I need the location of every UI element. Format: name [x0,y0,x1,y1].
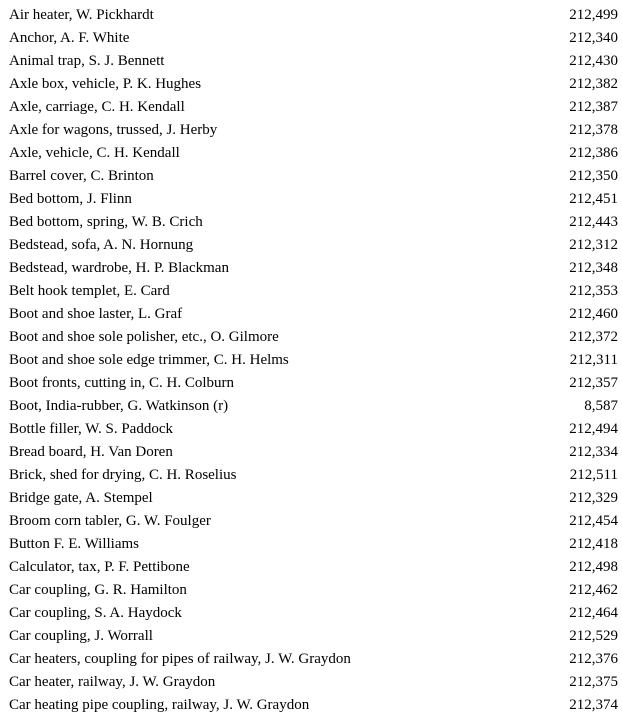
patent-number: 212,357 [569,375,618,391]
entry-name: Car heater, railway, J. W. Graydon [9,674,216,690]
patent-number: 212,372 [569,329,618,345]
entry-name: Axle box, vehicle, P. K. Hughes [9,76,202,92]
list-item [0,372,622,395]
entry-name: Boot and shoe sole edge trimmer, C. H. Helms [9,352,289,368]
patent-number: 212,334 [569,444,618,460]
patent-number: 212,451 [569,191,618,207]
list-item [0,27,622,50]
list-item [0,280,622,303]
entry-name: Boot and shoe sole polisher, etc., O. Gilmore [9,329,279,345]
patent-number: 212,348 [569,260,618,276]
entry-name: Car coupling, G. R. Hamilton [9,582,187,598]
list-item [0,533,622,556]
entry-name: Bridge gate, A. Stempel [9,490,153,506]
entry-name: Car coupling, J. Worrall [9,628,153,644]
patent-number: 212,312 [569,237,618,253]
entry-name: Anchor, A. F. White [9,30,130,46]
patent-number: 212,529 [569,628,618,644]
entry-name: Axle, vehicle, C. H. Kendall [9,145,180,161]
patent-number: 212,329 [569,490,618,506]
patent-number: 212,460 [569,306,618,322]
patent-number: 212,498 [569,559,618,575]
list-item [0,50,622,73]
entry-name: Boot, India-rubber, G. Watkinson (r) [9,398,229,414]
list-item [0,142,622,165]
list-item [0,96,622,119]
patent-number: 212,376 [569,651,618,667]
list-item [0,464,622,487]
patent-number: 212,353 [569,283,618,299]
patent-number: 212,386 [569,145,618,161]
entry-name: Bottle filler, W. S. Paddock [9,421,173,437]
list-item [0,395,622,418]
list-item [0,234,622,257]
entry-name: Bed bottom, J. Flinn [9,191,132,207]
list-item [0,694,622,717]
patent-number: 212,430 [569,53,618,69]
entry-name: Animal trap, S. J. Bennett [9,53,165,69]
patent-index-list [0,4,622,717]
patent-number: 212,494 [569,421,618,437]
patent-number: 212,374 [569,697,618,713]
patent-number: 8,587 [584,398,618,414]
patent-number: 212,387 [569,99,618,115]
list-item [0,4,622,27]
patent-number: 212,311 [569,352,618,368]
patent-number: 212,464 [569,605,618,621]
list-item [0,579,622,602]
patent-number: 212,378 [569,122,618,138]
entry-name: Brick, shed for drying, C. H. Roselius [9,467,237,483]
entry-name: Boot and shoe laster, L. Graf [9,306,183,322]
entry-name: Calculator, tax, P. F. Pettibone [9,559,190,575]
entry-name: Air heater, W. Pickhardt [9,7,154,23]
patent-number: 212,375 [569,674,618,690]
list-item [0,441,622,464]
list-item [0,73,622,96]
entry-name: Car heaters, coupling for pipes of railway, J. W. Graydon [9,651,351,667]
patent-number: 212,350 [569,168,618,184]
entry-name: Axle, carriage, C. H. Kendall [9,99,185,115]
list-item [0,165,622,188]
list-item [0,510,622,533]
entry-name: Barrel cover, C. Brinton [9,168,154,184]
list-item [0,211,622,234]
entry-name: Bed bottom, spring, W. B. Crich [9,214,203,230]
list-item [0,602,622,625]
patent-number: 212,382 [569,76,618,92]
entry-name: Bedstead, sofa, A. N. Hornung [9,237,194,253]
patent-number: 212,499 [569,7,618,23]
entry-name: Bread board, H. Van Doren [9,444,173,460]
entry-name: Car coupling, S. A. Haydock [9,605,182,621]
list-item [0,556,622,579]
entry-name: Bedstead, wardrobe, H. P. Blackman [9,260,229,276]
list-item [0,257,622,280]
patent-number: 212,418 [569,536,618,552]
entry-name: Boot fronts, cutting in, C. H. Colburn [9,375,234,391]
patent-number: 212,454 [569,513,618,529]
list-item [0,119,622,142]
list-item [0,671,622,694]
list-item [0,487,622,510]
list-item [0,648,622,671]
list-item [0,349,622,372]
patent-number: 212,462 [569,582,618,598]
list-item [0,326,622,349]
entry-name: Button F. E. Williams [9,536,140,552]
list-item [0,303,622,326]
list-item [0,625,622,648]
patent-number: 212,340 [569,30,618,46]
entry-name: Belt hook templet, E. Card [9,283,170,299]
list-item [0,188,622,211]
patent-number: 212,443 [569,214,618,230]
entry-name: Car heating pipe coupling, railway, J. W. Graydon [9,697,310,713]
patent-number: 212,511 [569,467,618,483]
list-item [0,418,622,441]
entry-name: Broom corn tabler, G. W. Foulger [9,513,211,529]
entry-name: Axle for wagons, trussed, J. Herby [9,122,218,138]
